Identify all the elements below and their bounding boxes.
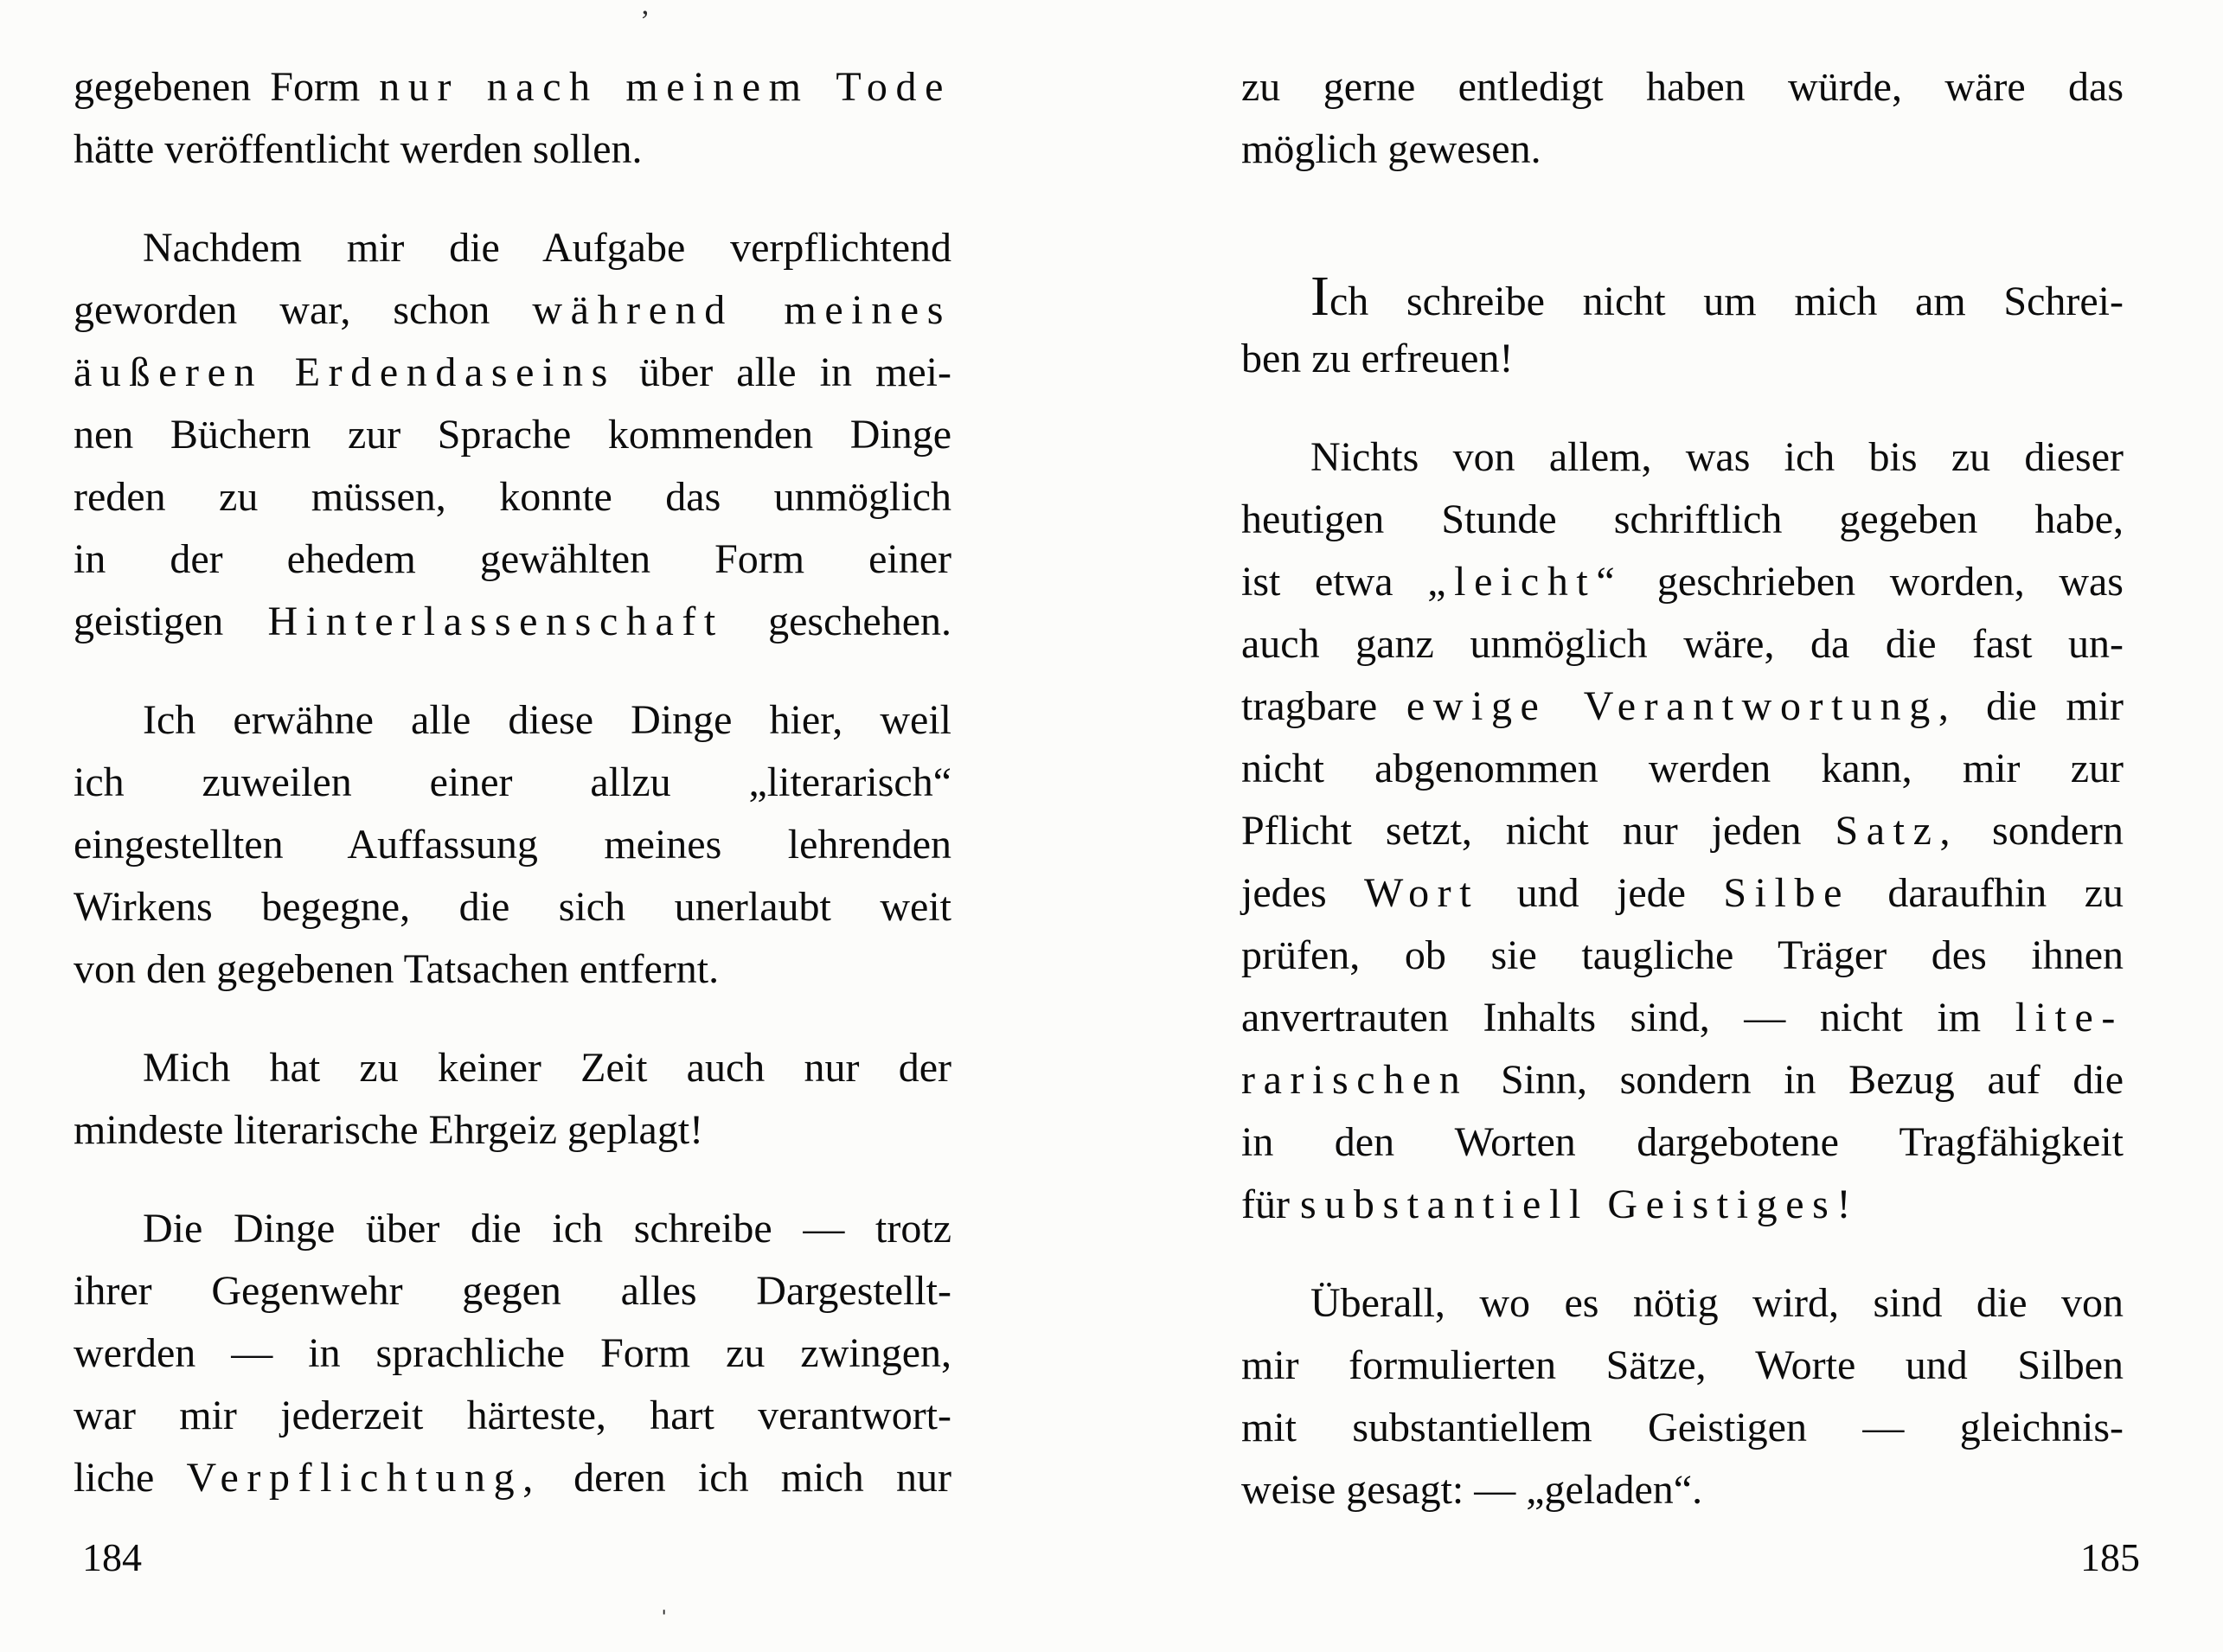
text-segment: möglich gewesen. <box>1241 126 1541 172</box>
text-segment: geistigen <box>74 599 268 644</box>
text-segment: daraufhin zu <box>1850 870 2124 916</box>
text-segment: weise gesagt: — „geladen“. <box>1241 1467 1703 1513</box>
text-segment: deren ich mich nur <box>541 1455 951 1501</box>
page-number-right: 185 <box>2080 1535 2140 1579</box>
text-segment: Sinn, sondern in Bezug auf die <box>1468 1057 2124 1103</box>
text-segment: in den Worten dargebotene Tragfähigkeit <box>1241 1119 2124 1165</box>
text-segment: nicht abgenommen werden kann, mir zur <box>1241 746 2124 791</box>
text-segment: ben zu erfreuen! <box>1241 336 1514 381</box>
text-line <box>74 1037 951 1099</box>
text-segment: Nichts von allem, was ich bis zu dieser <box>1310 434 2124 480</box>
text-segment: prüfen, ob sie taugliche Träger des ihnen <box>1241 932 2124 978</box>
emphasized-text: substantiell Geistiges! <box>1299 1181 1860 1227</box>
right-page-text-column <box>1241 56 2124 1521</box>
text-segment: war mir jederzeit härteste, hart verantwort- <box>74 1393 951 1438</box>
text-segment: mindeste literarische Ehrgeiz geplagt! <box>74 1107 704 1153</box>
text-segment: eingestellten Auffassung meines lehrenden <box>74 822 951 868</box>
emphasized-text: „leicht“ <box>1427 559 1624 605</box>
emphasized-text: Satz, <box>1835 808 1959 854</box>
text-segment: und jede <box>1479 870 1724 916</box>
text-segment: ch schreibe nicht um mich am Schrei- <box>1329 279 2124 324</box>
text-line <box>1241 426 2124 489</box>
text-line <box>1241 118 2124 181</box>
text-line <box>1241 1335 2124 1397</box>
text-segment: Wirkens begegne, die sich unerlaubt weit <box>74 884 951 930</box>
text-line <box>74 466 951 528</box>
emphasized-text: während meines <box>532 287 951 333</box>
text-segment: reden zu müssen, konnte das unmöglich <box>74 474 951 520</box>
text-segment: geschehen. <box>723 599 951 644</box>
text-line <box>1241 1397 2124 1459</box>
text-segment: mit substantiellem Geistigen — gleichnis- <box>1241 1405 2124 1450</box>
text-segment: sondern <box>1958 808 2124 854</box>
paragraph <box>74 56 951 181</box>
text-segment: von den gegebenen Tatsachen entfernt. <box>74 946 720 992</box>
text-segment: tragbare <box>1241 683 1406 729</box>
text-segment: für <box>1241 1181 1300 1227</box>
emphasized-text: rarischen <box>1241 1057 1469 1103</box>
text-segment: die mir <box>1957 683 2124 729</box>
text-line <box>1241 738 2124 800</box>
text-line <box>1241 1459 2124 1521</box>
text-segment: mir formulierten Sätze, Worte und Silben <box>1241 1342 2124 1388</box>
text-line <box>74 938 951 1001</box>
text-segment: hätte veröffentlicht werden sollen. <box>74 126 643 172</box>
text-line <box>74 1322 951 1385</box>
text-segment: Die Dinge über die ich schreibe — trotz <box>143 1206 951 1252</box>
text-line <box>1241 1174 2124 1236</box>
emphasized-text: Verpflichtung, <box>186 1455 541 1501</box>
page-number-left: 184 <box>82 1535 142 1579</box>
text-line <box>74 279 951 342</box>
text-line <box>1241 613 2124 676</box>
text-segment: geworden war, schon <box>74 287 533 333</box>
text-line <box>1241 800 2124 862</box>
text-segment: ihrer Gegenwehr gegen alles Dargestellt- <box>74 1268 951 1314</box>
paragraph <box>74 689 951 1001</box>
text-segment: ich zuweilen einer allzu „literarisch“ <box>74 759 951 805</box>
text-line <box>1241 1049 2124 1111</box>
emphasized-text: ewige Verantwortung, <box>1406 683 1957 729</box>
paragraph <box>74 217 951 653</box>
text-segment: heutigen Stunde schriftlich gegeben habe, <box>1241 496 2124 542</box>
text-segment: anvertrauten Inhalts sind, — nicht im <box>1241 995 2015 1041</box>
text-segment: Überall, wo es nötig wird, sind die von <box>1310 1280 2124 1326</box>
paragraph <box>1241 266 2124 390</box>
text-line <box>74 1447 951 1509</box>
emphasized-text: äußeren Erdendaseins <box>74 349 616 395</box>
text-segment: über alle in mei- <box>615 349 951 395</box>
text-line <box>74 1099 951 1162</box>
emphasized-text: nur nach meinem Tode <box>379 64 951 110</box>
text-line <box>74 876 951 938</box>
text-segment: auch ganz unmöglich wäre, da die fast un- <box>1241 621 2124 667</box>
text-line <box>1241 1272 2124 1335</box>
left-page-text-column <box>74 56 951 1509</box>
text-segment: ist etwa <box>1241 559 1428 605</box>
scan-speck-top: ʼ <box>640 5 650 37</box>
text-segment: Pflicht setzt, nicht nur jeden <box>1241 808 1835 854</box>
emphasized-text: lite- <box>2015 995 2124 1041</box>
text-line <box>74 528 951 591</box>
paragraph <box>74 1037 951 1162</box>
initial-capital: I <box>1310 265 1329 328</box>
paragraph <box>1241 56 2124 181</box>
text-line <box>74 118 951 181</box>
text-line <box>1241 551 2124 613</box>
emphasized-text: Wort <box>1364 870 1480 916</box>
text-segment: Ich erwähne alle diese Dinge hier, weil <box>143 697 951 743</box>
text-segment: werden — in sprachliche Form zu zwingen, <box>74 1330 951 1376</box>
text-line <box>1241 987 2124 1049</box>
text-segment: gegebenen Form <box>74 64 380 110</box>
text-segment: Nachdem mir die Aufgabe verpflichtend <box>143 225 951 271</box>
text-line <box>1241 328 2124 390</box>
text-segment: nen Büchern zur Sprache kommenden Dinge <box>74 412 951 458</box>
text-line <box>74 1385 951 1447</box>
text-line <box>1241 925 2124 987</box>
text-line <box>1241 676 2124 738</box>
text-line <box>74 591 951 653</box>
emphasized-text: Silbe <box>1723 870 1850 916</box>
text-line <box>74 56 951 118</box>
text-line <box>1241 862 2124 925</box>
text-line <box>1241 266 2124 328</box>
text-segment: Mich hat zu keiner Zeit auch nur der <box>143 1045 951 1091</box>
emphasized-text: Hinterlassenschaft <box>267 599 724 644</box>
paragraph <box>74 1198 951 1509</box>
text-line <box>1241 1111 2124 1174</box>
text-line <box>74 814 951 876</box>
text-line <box>74 404 951 466</box>
text-line <box>74 1198 951 1260</box>
text-segment: jedes <box>1241 870 1365 916</box>
text-segment: liche <box>74 1455 187 1501</box>
text-segment: in der ehedem gewählten Form einer <box>74 536 951 582</box>
text-segment: zu gerne entledigt haben würde, wäre das <box>1241 64 2124 110</box>
scan-speck-bottom: ˌ <box>659 1583 669 1615</box>
text-segment: geschrieben worden, was <box>1623 559 2124 605</box>
text-line <box>1241 489 2124 551</box>
paragraph <box>1241 426 2124 1236</box>
text-line <box>74 342 951 404</box>
text-line <box>74 217 951 279</box>
text-line <box>74 752 951 814</box>
text-line <box>1241 56 2124 118</box>
text-line <box>74 1260 951 1322</box>
text-line <box>74 689 951 752</box>
paragraph <box>1241 1272 2124 1521</box>
